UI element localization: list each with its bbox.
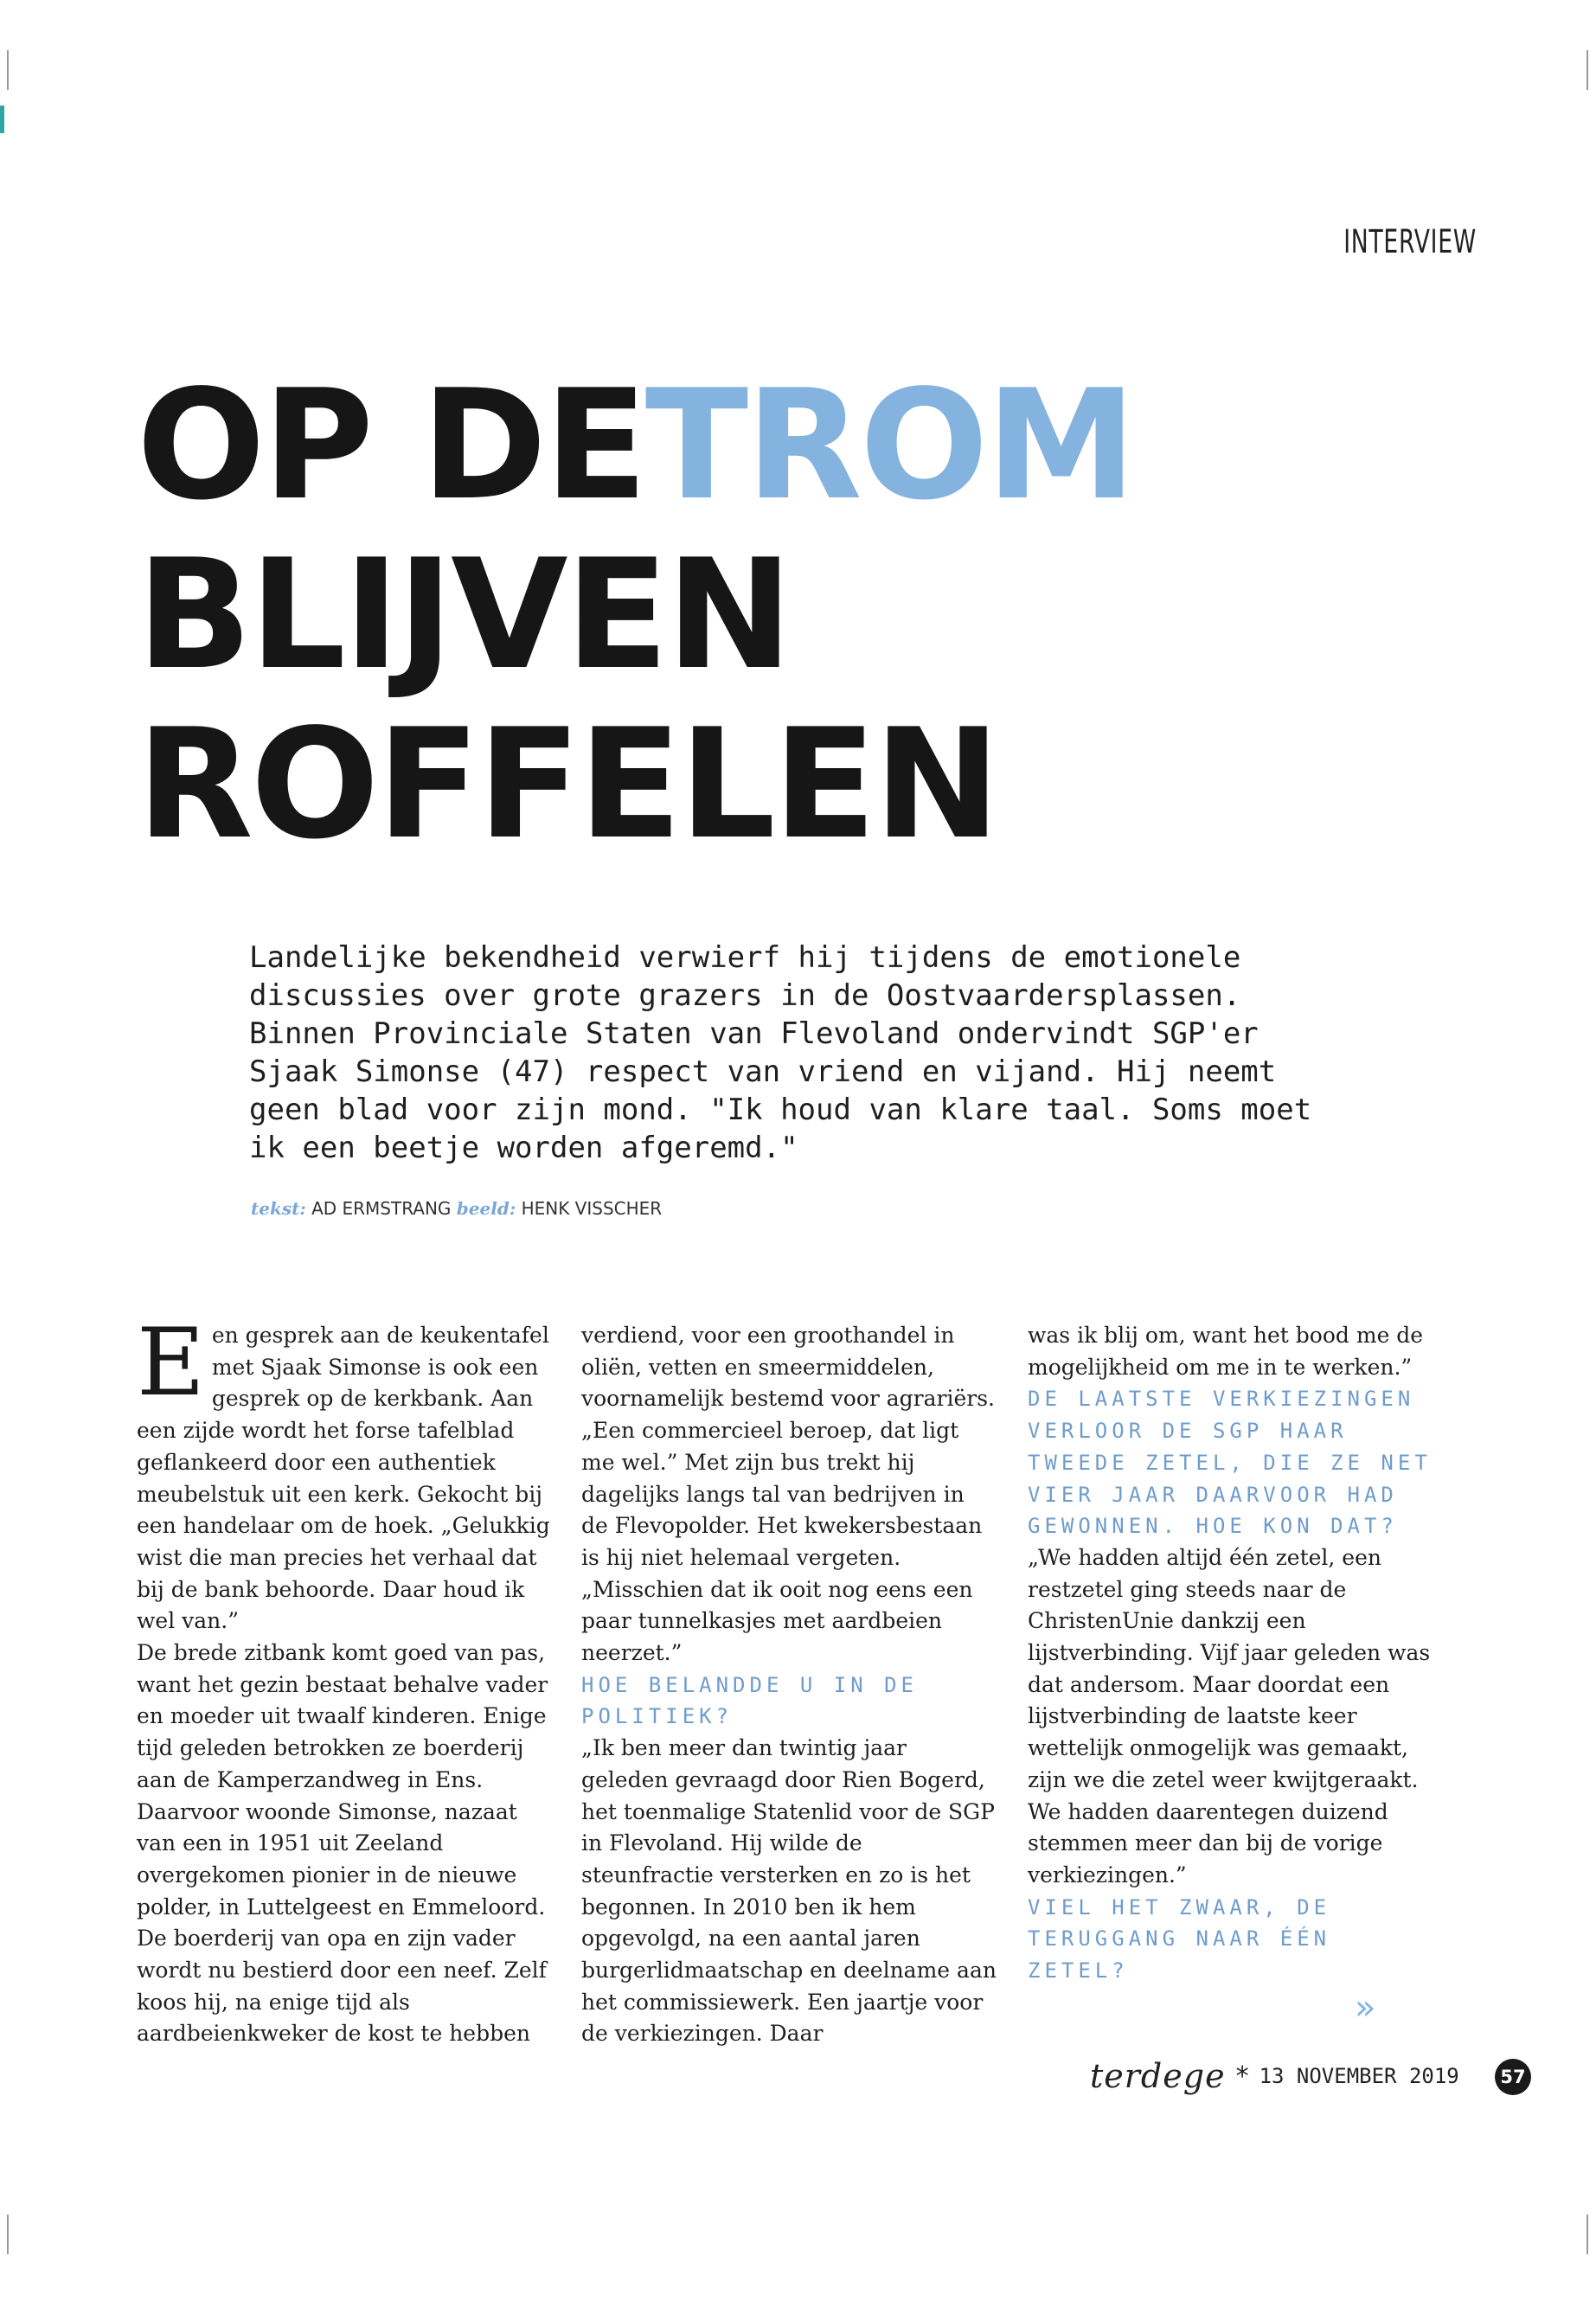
- article-column-3: [1028, 1320, 1443, 1987]
- interview-question: DE LAATSTE VERKIEZINGEN VERLOOR DE SGP HAAR TWEEDE ZETEL, DIE ZE NET VIER JAAR DAARVOOR HAD GEWONNEN. HOE KON DAT?: [1028, 1387, 1432, 1539]
- article-column-2: [581, 1320, 997, 2050]
- page-footer: [1090, 2057, 1459, 2095]
- article-column-1: [137, 1309, 552, 2050]
- section-label: INTERVIEW: [1343, 223, 1477, 260]
- body-paragraph: De brede zitbank komt goed van pas, want het gezin bestaat behalve vader en moeder uit twaalf kinderen. Enige tijd geleden betrokken ze boerderij aan de Kamperzandweg in Ens. Daarvoor woonde Simonse, nazaat van een in 1951 uit Zeeland overgekomen pionier in de nieuwe polder, in Luttelgeest en Emmeloord. De boerderij van opa en zijn vader wordt nu bestierd door een neef. Zelf koos hij, na enige tijd als aardbeienkweker de kost te hebben: [137, 1640, 548, 2047]
- image-credit-label: beeld:: [456, 1198, 516, 1219]
- crop-mark-top-left: [7, 50, 9, 90]
- continue-arrow-icon: »: [1355, 1988, 1376, 2028]
- magazine-logo: terdege: [1090, 2057, 1226, 2095]
- interview-question: VIEL HET ZWAAR, DE TERUGGANG NAAR ÉÉN ZETEL?: [1028, 1894, 1331, 1984]
- crop-mark-bottom-left: [7, 2214, 9, 2254]
- headline-line-1: [137, 358, 1134, 534]
- headline-line-3: ROFFELEN: [137, 697, 998, 873]
- crop-mark-top-right: [1586, 50, 1588, 90]
- lead-paragraph: Landelijke bekendheid verwierf hij tijdens de emotionele discussies over grote grazers in de Oostvaardersplassen. Binnen Provinciale Staten van Flevoland ondervindt SGP'er Sjaak Simonse (47) respect van vriend en vijand. Hij neemt geen blad voor zijn mond. "Ik houd van klare taal. Soms moet ik een beetje worden afgeremd.": [249, 940, 1312, 1165]
- asterisk-icon: *: [1235, 2061, 1249, 2092]
- body-paragraph: was ik blij om, want het bood me de mogelijkheid om me in te werken.”: [1028, 1323, 1424, 1380]
- headline: [137, 358, 1134, 873]
- headline-accent-text: TROM: [644, 358, 1134, 534]
- text-credit-author: AD ERMSTRANG: [311, 1198, 452, 1219]
- body-paragraph: „Ik ben meer dan twintig jaar geleden gevraagd door Rien Bogerd, het toenmalige Statenlid voor de SGP in Flevoland. Hij wilde de steunfractie versterken en zo is het begonnen. In 2010 ben ik hem opgevolgd, na een aantal jaren burgerlidmaatschap en deelname aan het commissiewerk. Een jaartje voor de verkiezingen. Daar: [581, 1735, 997, 2047]
- headline-dark-text: OP DE: [137, 358, 645, 534]
- image-credit-author: HENK VISSCHER: [521, 1198, 663, 1219]
- drop-cap: E: [137, 1309, 205, 1417]
- text-credit-label: tekst:: [251, 1198, 306, 1219]
- body-paragraph: en gesprek aan de keukentafel met Sjaak Simonse is ook een gesprek op de kerkbank. Aan een zijde wordt het forse tafelblad geflankeerd door een authentiek meubelstuk uit een kerk. Gekocht bij een handelaar om de hoek. „Gelukkig wist die man precies het verhaal dat bij de bank behoorde. Daar houd ik wel van.”: [137, 1323, 550, 1634]
- body-paragraph: verdiend, voor een groothandel in oliën, vetten en smeermiddelen, voornamelijk bestemd voor agrariërs. „Een commercieel beroep, dat ligt me wel.” Met zijn bus trekt hij dagelijks langs tal van bedrijven in de Flevopolder. Het kwekersbestaan is hij niet helemaal vergeten. „Misschien dat ik ooit nog eens een paar tunnelkasjes met aardbeien neerzet.”: [581, 1323, 996, 1666]
- crop-mark-bottom-right: [1586, 2214, 1588, 2254]
- body-paragraph: „We hadden altijd één zetel, een restzetel ging steeds naar de ChristenUnie dankzij een lijstverbinding. Vijf jaar geleden was dat andersom. Maar doordat een lijstverbinding de laatste keer wettelijk onmogelijk was gemaakt, zijn we die zetel weer kwijtgeraakt. We hadden daarentegen duizend stemmen meer dan bij de vorige verkiezingen.”: [1028, 1544, 1431, 1888]
- credits: [251, 1198, 662, 1219]
- interview-question: HOE BELANDDE U IN DE POLITIEK?: [581, 1672, 918, 1729]
- page-number: 57: [1495, 2059, 1531, 2095]
- edge-color-mark: [0, 106, 4, 133]
- headline-line-2: BLIJVEN: [137, 528, 791, 703]
- issue-date: 13 NOVEMBER 2019: [1259, 2064, 1459, 2088]
